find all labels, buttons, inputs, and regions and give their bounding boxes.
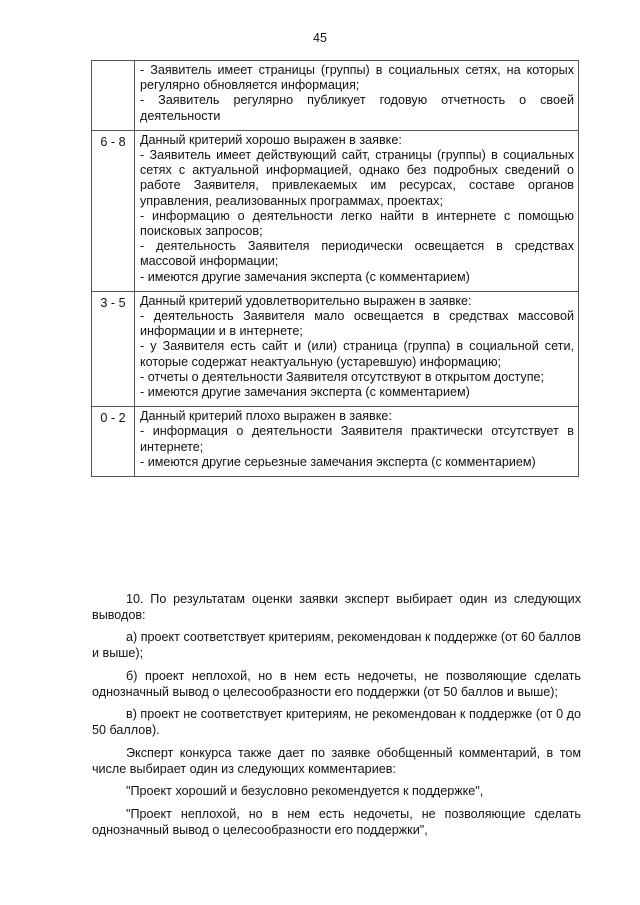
score-cell: 6 - 8 <box>92 130 135 291</box>
score-cell: 3 - 5 <box>92 291 135 406</box>
body-text <box>92 592 581 846</box>
paragraph: Эксперт конкурса также дает по заявке обобщенный комментарий, в том числе выбирает один из следующих комментариев: <box>92 745 581 776</box>
page-number: 45 <box>313 31 327 45</box>
table-row <box>92 291 579 406</box>
criterion-line: - имеются другие замечания эксперта (с комментарием) <box>140 385 470 400</box>
table-row <box>92 61 579 131</box>
criterion-line: - Заявитель имеет страницы (группы) в социальных сетях, на которых регулярно обновляется информация; <box>140 63 574 93</box>
criterion-line: - Заявитель регулярно публикует годовую отчетность о своей деятельности <box>140 93 574 123</box>
description-cell <box>135 407 579 477</box>
paragraph: 10. По результатам оценки заявки эксперт выбирает один из следующих выводов: <box>92 592 581 622</box>
criterion-line: - деятельность Заявителя мало освещается в средствах массовой информации и в интернете; <box>140 309 574 339</box>
score-cell: 0 - 2 <box>92 407 135 477</box>
criterion-line: - у Заявителя есть сайт и (или) страница (группа) в социальной сети, которые содержат неактуальную (устаревшую) информацию; <box>140 339 574 369</box>
criterion-line: - информацию о деятельности легко найти в интернете с помощью поисковых запросов; <box>140 208 574 239</box>
criterion-line: Данный критерий удовлетворительно выражен в заявке: <box>140 293 472 308</box>
criterion-line: - Заявитель имеет действующий сайт, страницы (группы) в социальных сетях с актуальной информацией, однако без подробных сведений о работе Заявителя, привлекаемых им ресурсах, составе органов управления, реализованных программах, проектах; <box>140 148 574 208</box>
table-row <box>92 407 579 477</box>
paragraph: "Проект неплохой, но в нем есть недочеты, не позволяющие сделать однозначный вывод о целесообразности его поддержки", <box>92 807 581 837</box>
paragraph: б) проект неплохой, но в нем есть недочеты, не позволяющие сделать однозначный вывод о целесообразности его поддержки (от 50 баллов и выше); <box>92 668 581 699</box>
paragraph: в) проект не соответствует критериям, не рекомендован к поддержке (от 0 до 50 баллов). <box>92 707 581 738</box>
criteria-table <box>91 60 579 477</box>
description-cell <box>135 130 579 291</box>
criterion-line: - деятельность Заявителя периодически освещается в средствах массовой информации; <box>140 239 574 269</box>
criterion-line: - имеются другие замечания эксперта (с комментарием) <box>140 269 470 284</box>
score-cell <box>92 61 135 131</box>
table-row <box>92 130 579 291</box>
criterion-line: Данный критерий хорошо выражен в заявке: <box>140 132 402 147</box>
criterion-line: - отчеты о деятельности Заявителя отсутствуют в открытом доступе; <box>140 369 545 384</box>
description-cell <box>135 291 579 406</box>
paragraph: а) проект соответствует критериям, рекомендован к поддержке (от 60 баллов и выше); <box>92 630 581 661</box>
description-cell <box>135 61 579 131</box>
criterion-line: Данный критерий плохо выражен в заявке: <box>140 409 392 424</box>
criterion-line: - информация о деятельности Заявителя практически отсутствует в интернете; <box>140 424 574 454</box>
paragraph: "Проект хороший и безусловно рекомендуется к поддержке", <box>126 784 484 799</box>
criterion-line: - имеются другие серьезные замечания эксперта (с комментарием) <box>140 454 536 469</box>
